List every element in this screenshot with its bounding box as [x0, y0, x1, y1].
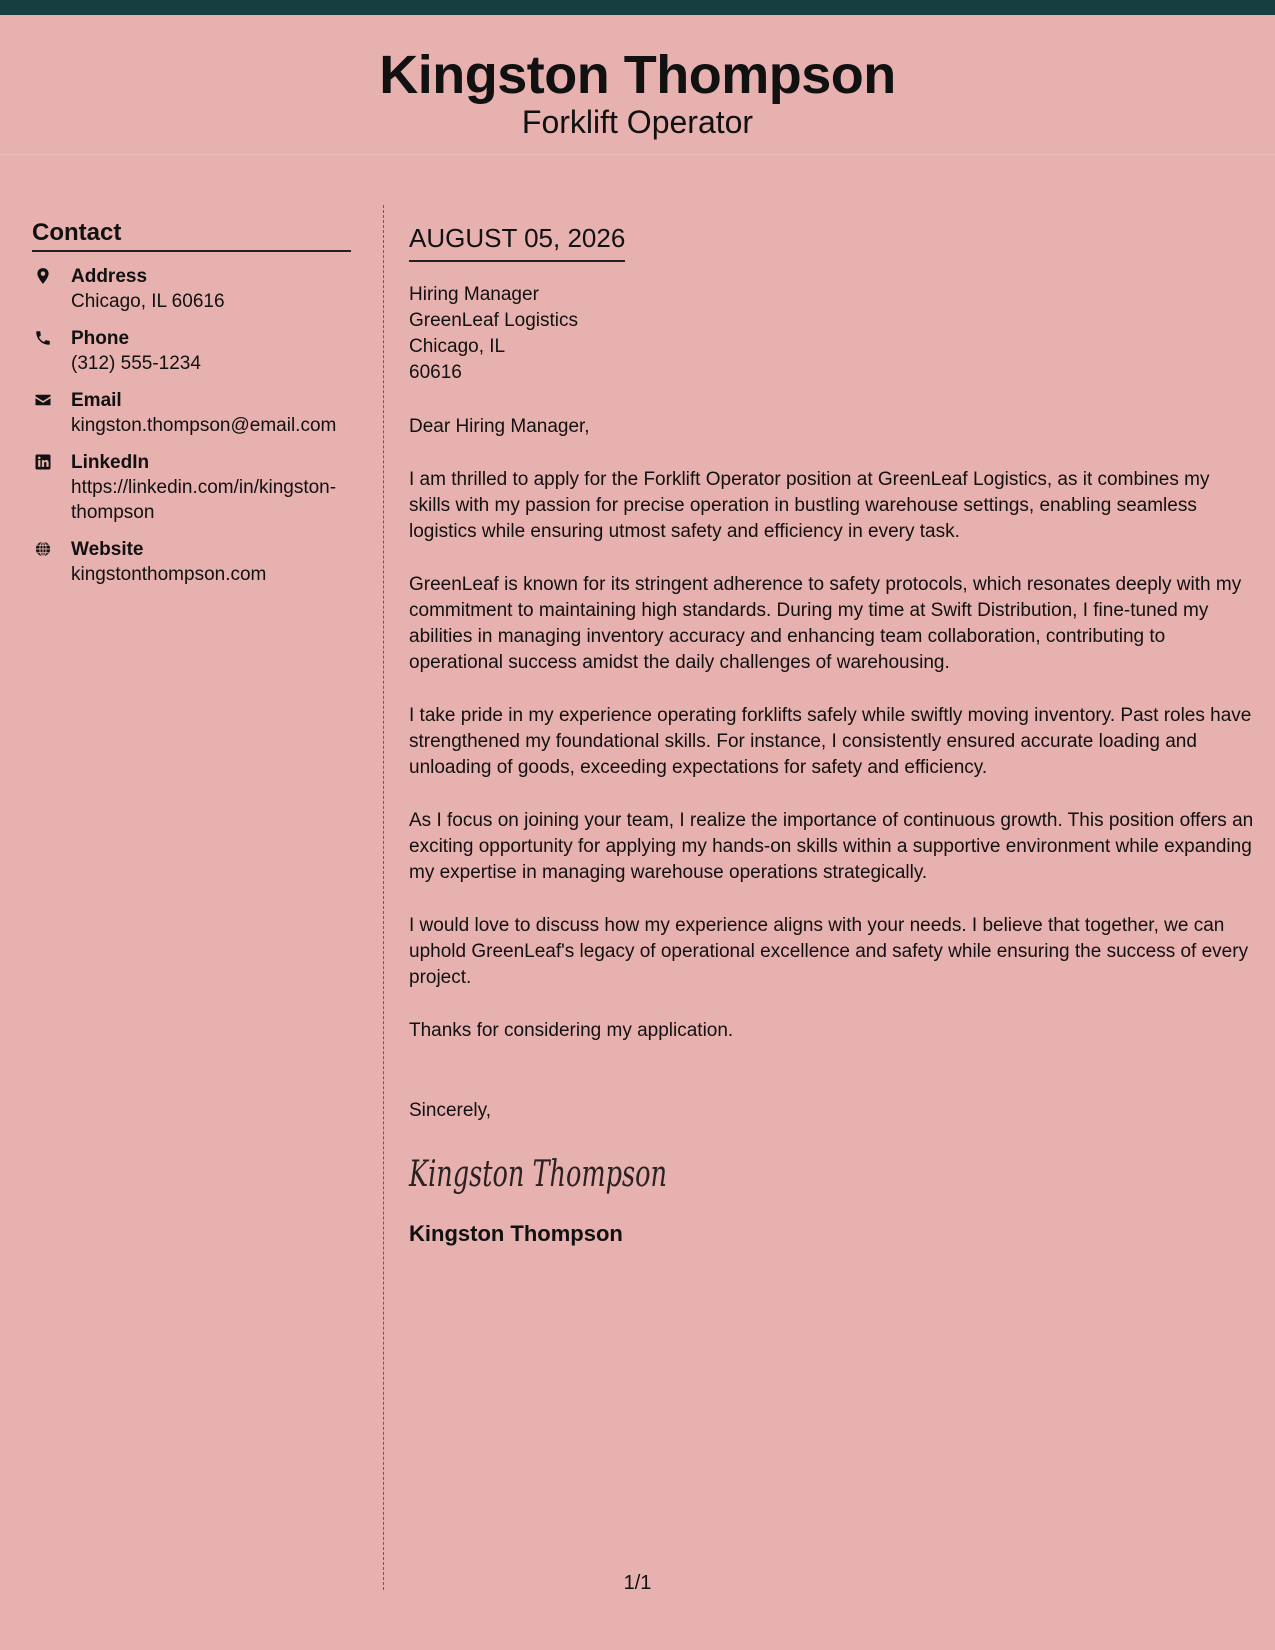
recipient-line: Chicago, IL: [409, 336, 506, 357]
contact-label: Phone: [71, 328, 130, 349]
contact-email: [32, 388, 351, 438]
paragraph: As I focus on joining your team, I realize the importance of continuous growth. This position offers an exciting opportunity for applying my hands-on skills within a supportive environment while expanding my expertise in managing warehouse operations strategically.: [409, 810, 1254, 883]
contact-address: [32, 264, 351, 314]
applicant-role: Forklift Operator: [521, 104, 754, 140]
recipient-line: 60616: [409, 362, 462, 383]
linkedin-value: https://linkedin.com/in/kingston-thompson: [71, 477, 337, 523]
letter-date: AUGUST 05, 2026: [409, 222, 625, 262]
email-value: kingston.thompson@email.com: [71, 415, 337, 436]
closing-thanks: Thanks for considering my application.: [409, 1020, 734, 1041]
contact-label: Email: [71, 390, 122, 411]
svg-text:Kingston Thompson: Kingston Thompson: [408, 1154, 667, 1195]
salutation: Dear Hiring Manager,: [409, 416, 590, 437]
phone-icon: [34, 329, 52, 347]
applicant-name: Kingston Thompson: [379, 45, 896, 105]
globe-icon: [34, 540, 52, 558]
contact-heading: Contact: [32, 218, 351, 252]
envelope-icon: [34, 391, 52, 409]
contact-label: Website: [71, 539, 144, 560]
document-header: [0, 15, 1275, 155]
contact-label: LinkedIn: [71, 452, 150, 473]
paragraph: I am thrilled to apply for the Forklift Operator position at GreenLeaf Logistics, as it combines my skills with my passion for precise operation in bustling warehouse settings, enabling seamless logistics while ensuring utmost safety and efficiency in every task.: [409, 469, 1210, 542]
address-value: Chicago, IL 60616: [71, 291, 225, 312]
signer-name: Kingston Thompson: [409, 1221, 623, 1246]
page-number: 1/1: [623, 1572, 652, 1594]
signature-image: [409, 1150, 669, 1198]
contact-sidebar: [32, 218, 351, 599]
paragraph: I would love to discuss how my experience aligns with your needs. I believe that together, we can uphold GreenLeaf's legacy of operational excellence and safety while ensuring the success of every project.: [409, 915, 1249, 988]
signoff: Sincerely,: [409, 1100, 492, 1121]
column-divider: [383, 205, 384, 1590]
paragraph: I take pride in my experience operating forklifts safely while swiftly moving inventory. Past roles have strengthened my foundational skills. For instance, I consistently ensured accurate loading and unloading of goods, exceeding expectations for safety and efficiency.: [409, 705, 1252, 778]
map-pin-icon: [34, 267, 52, 285]
contact-label: Address: [71, 266, 148, 287]
recipient-line: Hiring Manager: [409, 284, 539, 305]
letter-body: [409, 222, 1254, 1248]
phone-value: (312) 555-1234: [71, 353, 201, 374]
contact-phone: [32, 326, 351, 376]
contact-list: [32, 264, 351, 587]
paragraph: GreenLeaf is known for its stringent adherence to safety protocols, which resonates deeply with my commitment to maintaining high standards. During my time at Swift Distribution, I fine-tuned my abilities in managing inventory accuracy and enhancing team collaboration, contributing to operational success amidst the daily challenges of warehousing.: [409, 574, 1242, 673]
linkedin-icon: [34, 453, 52, 471]
recipient-block: [409, 282, 1254, 386]
contact-website: [32, 537, 351, 587]
handwritten-signature: [409, 1150, 1254, 1198]
website-value: kingstonthompson.com: [71, 564, 267, 585]
recipient-line: GreenLeaf Logistics: [409, 310, 578, 331]
contact-linkedin: [32, 450, 351, 525]
top-accent-bar: [0, 0, 1275, 15]
